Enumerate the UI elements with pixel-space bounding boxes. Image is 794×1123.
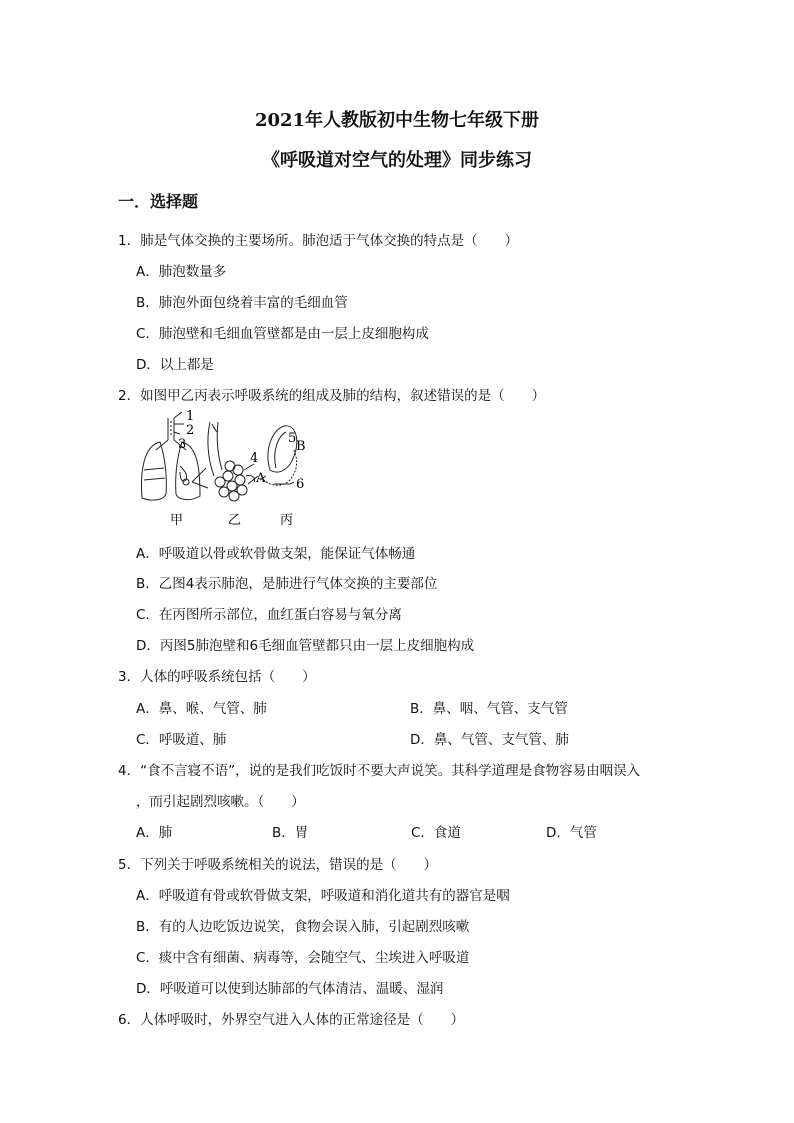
question-3-option-a: A．鼻、喉、气管、肺 — [136, 701, 267, 717]
figure-label-2: 2 — [186, 423, 195, 438]
question-1-option-b: B．肺泡外面包绕着丰富的毛细血管 — [136, 295, 348, 311]
figure-yi-alveoli — [208, 422, 255, 501]
question-2-option-b: B．乙图4表示肺泡，是肺进行气体交换的主要部位 — [136, 576, 438, 592]
figure-jia-lungs — [142, 412, 208, 500]
question-6-stem: 6．人体呼吸时，外界空气进入人体的正常途径是（ ） — [118, 1012, 465, 1028]
question-4-option-b: B．胃 — [272, 825, 309, 841]
question-5-option-d: D．呼吸道可以使到达肺部的气体清洁、温暖、湿润 — [136, 981, 444, 997]
figure-caption-jia: 甲 — [170, 513, 184, 528]
question-1-option-d: D．以上都是 — [136, 357, 214, 373]
question-4-stem: 4．“食不言寝不语”，说的是我们吃饭时不要大声说笑。其科学道理是食物容易由咽误入 — [118, 763, 641, 779]
section-heading: 一．选择题 — [118, 192, 199, 211]
question-5-option-a: A．呼吸道有骨或软骨做支架，呼吸道和消化道共有的器官是咽 — [136, 888, 510, 904]
question-5-stem: 5．下列关于呼吸系统相关的说法，错误的是（ ） — [118, 857, 438, 873]
question-3-option-b: B．鼻、咽、气管、支气管 — [410, 701, 568, 717]
question-5-option-b: B．有的人边吃饭边说笑，食物会误入肺，引起剧烈咳嗽 — [136, 919, 470, 935]
respiratory-system-figure — [134, 410, 334, 530]
figure-label-a: A — [256, 471, 266, 486]
question-2-option-a: A．呼吸道以骨或软骨做支架，能保证气体畅通 — [136, 546, 416, 562]
figure-label-1: 1 — [186, 410, 195, 424]
figure-caption-bing: 丙 — [280, 513, 294, 528]
question-5-option-c: C．痰中含有细菌、病毒等，会随空气、尘埃进入呼吸道 — [136, 950, 470, 966]
question-2-stem: 2．如图甲乙丙表示呼吸系统的组成及肺的结构，叙述错误的是（ ） — [118, 388, 546, 404]
figure-caption-yi: 乙 — [228, 513, 242, 528]
document-title: 2021年人教版初中生物七年级下册 — [254, 110, 540, 131]
question-4-option-a: A．肺 — [136, 825, 173, 841]
question-1-option-c: C．肺泡壁和毛细血管壁都是由一层上皮细胞构成 — [136, 326, 429, 342]
question-1-stem: 1．肺是气体交换的主要场所。肺泡适于气体交换的特点是（ ） — [118, 233, 519, 249]
figure-label-5: 5 — [288, 431, 297, 446]
question-1-option-a: A．肺泡数量多 — [136, 264, 227, 280]
question-4-option-c: C．食道 — [411, 825, 461, 841]
question-2-option-d: D．丙图5肺泡壁和6毛细血管壁都只由一层上皮细胞构成 — [136, 638, 475, 654]
question-2-option-c: C．在丙图所示部位，血红蛋白容易与氧分离 — [136, 607, 402, 623]
figure-label-6: 6 — [296, 477, 305, 492]
figure-label-4: 4 — [250, 451, 259, 466]
question-3-stem: 3．人体的呼吸系统包括（ ） — [118, 669, 316, 685]
figure-label-3: 3 — [178, 437, 187, 452]
question-3-option-c: C．呼吸道、肺 — [136, 732, 227, 748]
question-4-stem-continued: ，而引起剧烈咳嗽。（ ） — [136, 794, 305, 810]
question-4-option-d: D．气管 — [546, 825, 597, 841]
question-3-option-d: D．鼻、气管、支气管、肺 — [410, 732, 569, 748]
figure-label-b: B — [296, 439, 306, 454]
document-subtitle: 《呼吸道对空气的处理》同步练习 — [262, 150, 532, 171]
